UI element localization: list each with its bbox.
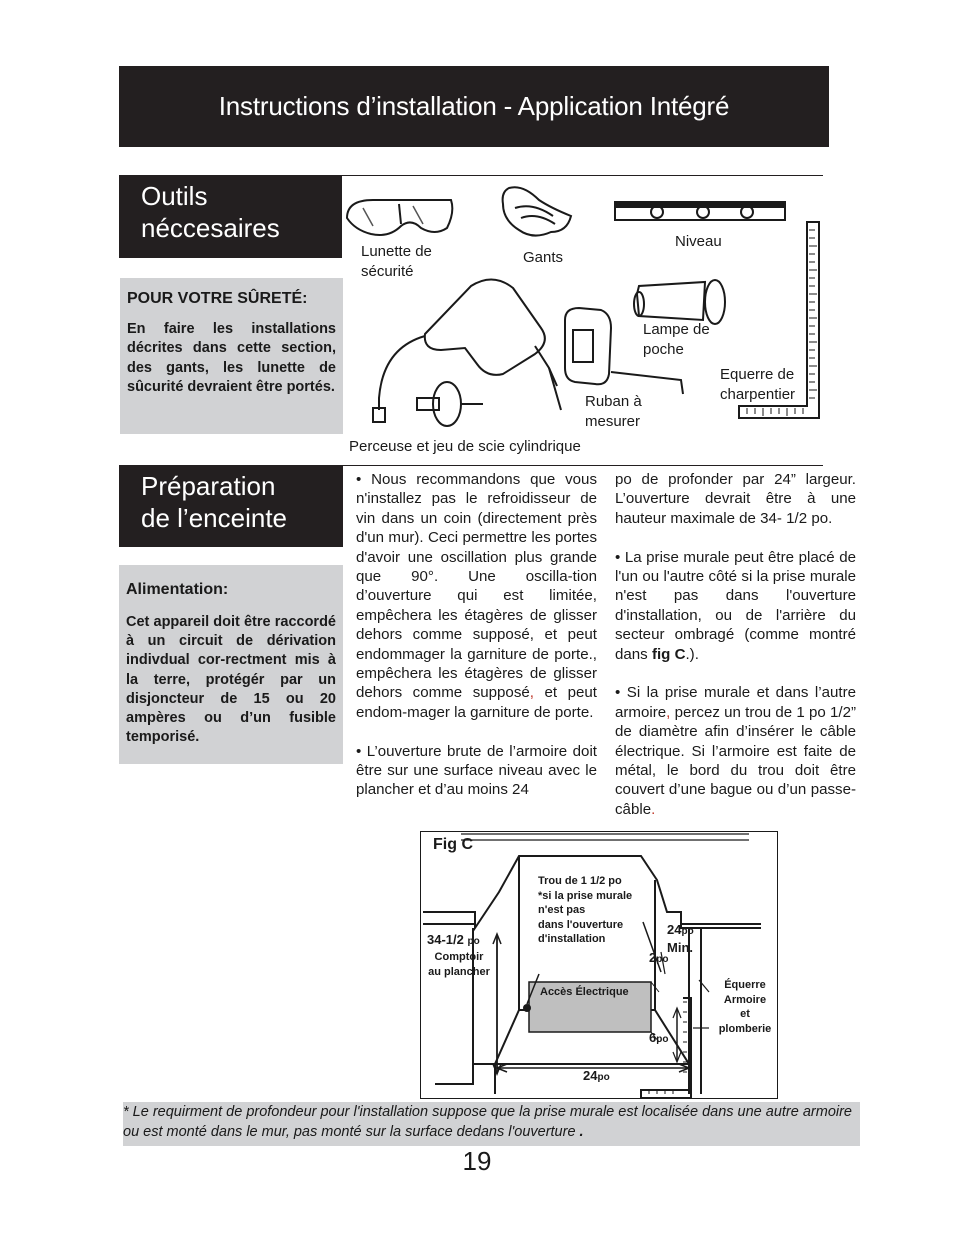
height-dimension (427, 932, 480, 947)
flashlight-label-line1: Lampe de (643, 321, 710, 338)
prep-heading-line1: Préparation (141, 471, 276, 501)
square-label (720, 365, 795, 405)
hole-note-line3: n'est pas (538, 904, 586, 916)
level-icon (615, 202, 785, 220)
height-note (423, 950, 495, 979)
flashlight-icon (634, 280, 725, 324)
electrical-access-label: Accès Électrique (540, 986, 629, 998)
drill-label: Perceuse et jeu de scie cylindrique (349, 438, 581, 455)
hole-saw-icon (417, 382, 483, 426)
col2-paragraph-3 (615, 683, 856, 819)
gloves-icon (503, 187, 571, 235)
col2-paragraph-1: po de profonder par 24” largeur. L’ouverture devrait être à une hauteur maximale de 34- 1/2 po. (615, 471, 856, 527)
tape-label-line2: mesurer (585, 413, 641, 430)
depth-min: Min. (667, 940, 693, 955)
power-box (119, 565, 343, 764)
page-title (119, 66, 829, 147)
width-unit: po (597, 1072, 610, 1083)
text-column-1 (356, 470, 597, 819)
power-text: Cet appareil doit être raccordé à un circuit de dérivation indivdual cor-rectment mis à la terre, protégér par un disjoncteur de 15 ou 20 ampères ou d’un fusible temporisé. (126, 614, 336, 746)
two-inch-dimension (649, 950, 668, 965)
tools-divider (342, 175, 823, 176)
col2-p2-end: .). (685, 645, 699, 663)
glasses-label-line2: sécurité (361, 263, 414, 280)
figure-c (420, 831, 778, 1099)
hole-note-line4: dans l'ouverture (538, 918, 624, 931)
footnote (123, 1102, 860, 1146)
col2-p2-fig-ref: fig C (651, 645, 686, 663)
height-note-line1: Comptoir (434, 951, 484, 963)
tools-heading-line1: Outils (141, 181, 208, 211)
square-note-line2: Armoire (723, 993, 767, 1006)
col2-paragraph-2 (615, 548, 856, 664)
square-label-line1: Equerre de (720, 366, 795, 383)
col2-p3-mid: percez un trou de 1 po 1/2” de diamètre afin d’insérer le câble électrique. Si l’armoire est faite de métal, le bord du trou doit être couvert d’une bague ou d’un passe-câble (615, 703, 856, 818)
height-note-line2: au plancher (428, 965, 490, 978)
col1-paragraph-2: • L’ouverture brute de l’armoire doit être sur une surface niveau avec le plancher et d’au moins 24 (356, 742, 597, 799)
square-note-line1: Équerre (724, 979, 766, 991)
safety-heading: POUR VOTRE SÛRETÉ: (127, 290, 308, 307)
hole-note-line5: d'installation (538, 933, 606, 945)
safety-glasses-icon (347, 200, 452, 235)
prep-heading (119, 465, 343, 547)
hole-note (538, 874, 658, 947)
two-value: 2 (649, 950, 657, 965)
square-note-line3: et (740, 1008, 750, 1020)
power-heading: Alimentation: (126, 581, 229, 598)
flashlight-label (643, 320, 710, 360)
depth-value: 24 (667, 922, 682, 937)
glasses-label (361, 242, 432, 282)
page-title-text: Instructions d’installation - Application Intégré (218, 91, 730, 121)
footnote-text: * Le requirment de profondeur pour l'installation suppose que la prise murale est localisée dans une autre armoire ou est monté dans le mur, pas monté sur la surface dedans l'ouverture (123, 1104, 853, 1140)
tape-label-line1: Ruban à (585, 393, 642, 410)
square-note-line4: plomberie (718, 1022, 772, 1035)
drill-icon (373, 279, 561, 422)
depth-unit: po (681, 926, 694, 937)
col1-paragraph-1 (356, 470, 597, 722)
col1-p1-text: • Nous recommandons que vous n'installez pas le refroidisseur de vin dans un coin (directement près d'un mur). Ceci permettre les portes d'avoir une oscillation plus grande que 90°. Une oscilla-tion d’ouverture qui est limitée, empêchera les étagères de glisser dehors comme supposé, et peut endommager la garniture de porte., empêchera les étagères de glisser dehors comme supposé (356, 471, 597, 702)
gloves-label: Gants (523, 249, 564, 266)
safety-text: En faire les installations décrites dans cette section, des gants, les lunette de sûcurité devraient être portés. (127, 321, 336, 396)
six-inch-dimension (649, 1030, 668, 1045)
col2-p3-text: • Si la prise murale et dans l’autre armoire (615, 684, 856, 721)
figure-c-title: Fig C (433, 836, 473, 853)
square-note (713, 978, 777, 1036)
glasses-label-line1: Lunette de (361, 243, 432, 260)
level-label: Niveau (675, 233, 722, 250)
width-dimension (583, 1068, 610, 1083)
two-unit: po (656, 954, 669, 965)
footnote-end: . (575, 1124, 584, 1140)
hole-note-line1: Trou de 1 1/2 po (538, 875, 622, 887)
prep-heading-line2: de l’enceinte (141, 503, 287, 533)
depth-dimension (667, 922, 694, 956)
height-value: 34-1/2 (427, 932, 464, 947)
page-number: 19 (462, 1146, 492, 1176)
width-value: 24 (583, 1068, 598, 1083)
tape-label (585, 392, 642, 432)
six-value: 6 (649, 1030, 657, 1045)
hole-note-line2: *si la prise murale (538, 889, 633, 902)
tools-heading (119, 175, 342, 258)
square-label-line2: charpentier (720, 386, 796, 403)
flashlight-label-line2: poche (643, 341, 684, 358)
col2-p2-text: • La prise murale peut être placé de l'un ou l'autre côté si la prise murale n'est pas dans l'ouverture d'installation, ou de l'arrière du secteur ombragé (comme montré dans (615, 548, 856, 663)
prep-divider (343, 465, 823, 466)
col2-p3-dot: . (651, 800, 656, 818)
tools-heading-line2: néccesaires (141, 213, 280, 243)
col2-p3-comma: , (666, 703, 671, 721)
text-column-2 (615, 470, 856, 839)
safety-box (120, 278, 343, 434)
six-unit: po (656, 1034, 669, 1045)
col1-p1-comma: , (529, 684, 534, 702)
col1-p1-end: et peut endom-mager la garniture de porte. (356, 684, 597, 721)
height-unit: po (467, 936, 480, 947)
